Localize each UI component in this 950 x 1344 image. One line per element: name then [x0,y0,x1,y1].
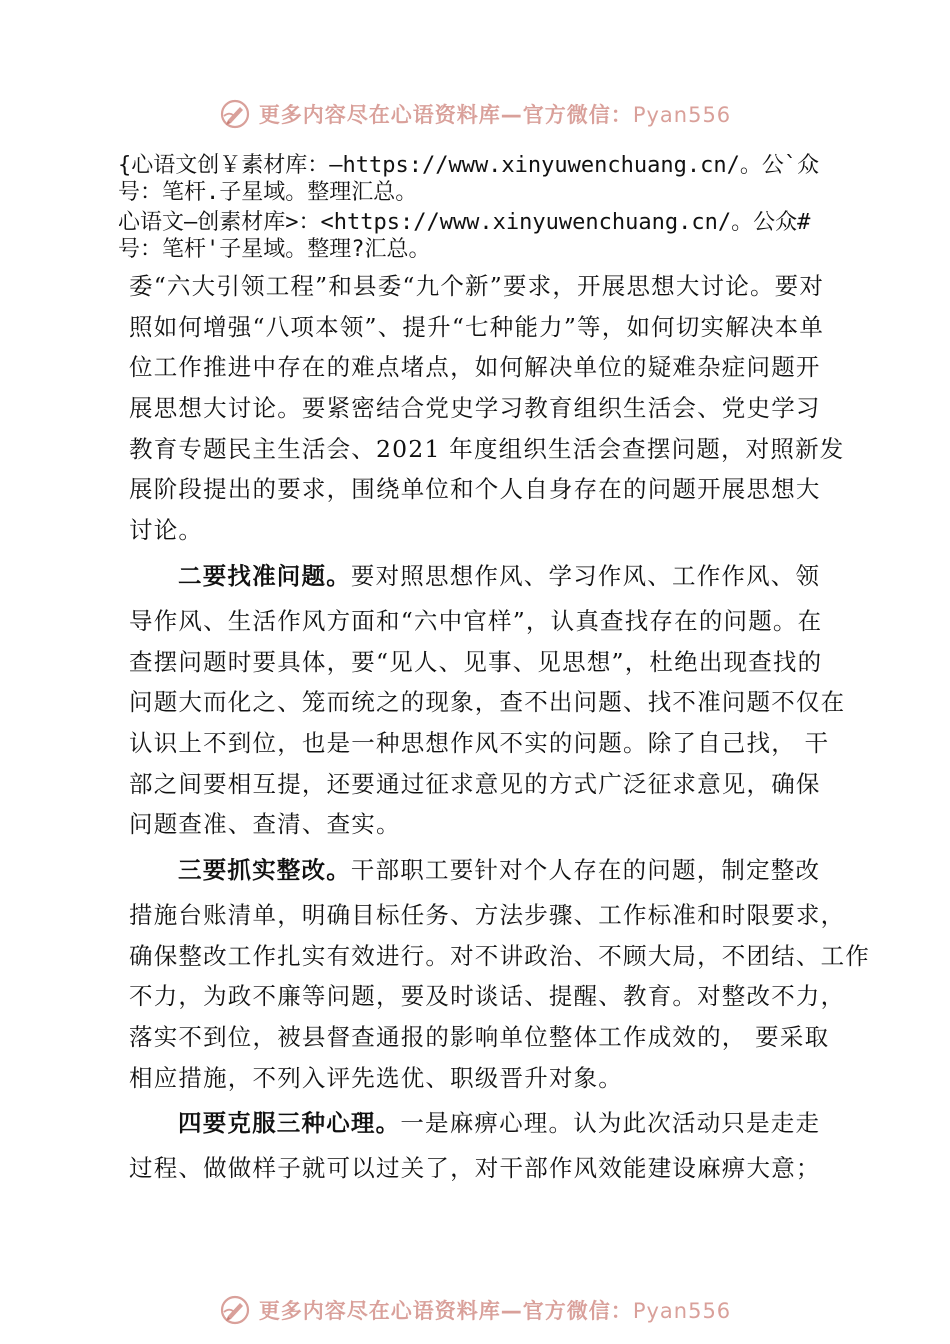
paragraph-1-line: 位工作推进中存在的难点堵点，如何解决单位的疑难杂症问题开 [129,353,821,382]
paragraph-3-line: 不力，为政不廉等问题，要及时谈话、提醒、教育。对整改不力， [129,982,846,1011]
source-notes-repeat [118,209,878,263]
banner-cn-text: 更多内容尽在心语资料库—官方微信： [258,103,633,127]
source-note-line: 心语文—创素材库>：<https://www.xinyuwenchuang.cn/。公众# [118,210,811,235]
source-note-line: 号：笔杆'子星域。整理?汇总。 [118,237,431,262]
banner-wechat-handle: Pyan556 [632,103,732,127]
paragraph-4-first-line [129,1098,841,1148]
paragraph-4-heading: 四要克服三种心理。 [178,1109,401,1138]
paragraph-3-first-line [129,845,841,895]
paragraph-3-line: 措施台账清单，明确目标任务、方法步骤、工作标准和时限要求， [129,900,846,929]
paragraph-1-line: 照如何增强“八项本领”、提升“七种能力”等，如何切实解决本单 [129,312,825,341]
paragraph-2-line: 认识上不到位，也是一种思想作风不实的问题。除了自己找， 干 [129,728,830,757]
banner-cn-text: 更多内容尽在心语资料库—官方微信： [258,1299,633,1323]
paragraph-2-line: 导作风、生活作风方面和“六中官样”，认真查找存在的问题。在 [129,606,823,635]
banner-text [259,99,731,129]
paragraph-1-line: 讨论。 [129,516,204,545]
banner-text [259,1295,731,1325]
paragraph-4-line: 过程、做做样子就可以过关了，对干部作风效能建设麻痹大意； [129,1154,821,1183]
paragraph-4-text: 一是麻痹心理。认为此次活动只是走走 [400,1109,821,1138]
paragraph-1-line: 展阶段提出的要求，围绕单位和个人自身存在的问题开展思想大 [129,475,821,504]
pen-logo-icon [219,98,251,130]
paragraph-1-line: 委“六大引领工程”和县委“九个新”要求，开展思想大讨论。要对 [129,272,825,300]
paragraph-3-line: 确保整改工作扎实有效进行。对不讲政治、不顾大局，不团结、工作 [129,941,870,970]
paragraph-2-heading: 二要找准问题。 [178,561,351,590]
paragraph-3-line: 相应措施，不列入评先选优、职级晋升对象。 [129,1063,623,1092]
source-note-line: 号：笔杆.子星域。整理汇总。 [118,180,418,205]
header-banner [0,92,950,136]
pen-logo-icon [219,1294,251,1326]
paragraph-2-text: 要对照思想作风、学习作风、工作作风、领 [350,561,821,590]
source-note-line: {心语文创￥素材库：—https://www.xinyuwenchuang.cn/。公`众 [118,153,820,178]
footer-banner [0,1288,950,1332]
paragraph-1-line: 展思想大讨论。要紧密结合党史学习教育组织生活会、党史学习 [129,394,821,423]
paragraph-2-line: 问题大而化之、笼而统之的现象，查不出问题、找不准问题不仅在 [129,688,846,717]
paragraph-3-heading: 三要抓实整改。 [178,855,351,884]
paragraph-2-first-line [129,551,841,601]
paragraph-2-line: 部之间要相互提，还要通过征求意见的方式广泛征求意见，确保 [129,769,821,798]
paragraph-2-line: 查摆问题时要具体，要“见人、见事、见思想”，杜绝出现查找的 [129,647,823,676]
document-body [129,266,870,1189]
source-notes [118,152,878,206]
banner-wechat-handle: Pyan556 [632,1299,732,1323]
paragraph-1-line: 教育专题民主生活会、2021 年度组织生活会查摆问题，对照新发 [129,434,845,463]
paragraph-3-text: 干部职工要针对个人存在的问题，制定整改 [350,855,821,884]
paragraph-2-line: 问题查准、查清、查实。 [129,810,401,839]
paragraph-3-line: 落实不到位，被县督查通报的影响单位整体工作成效的， 要采取 [129,1023,830,1051]
